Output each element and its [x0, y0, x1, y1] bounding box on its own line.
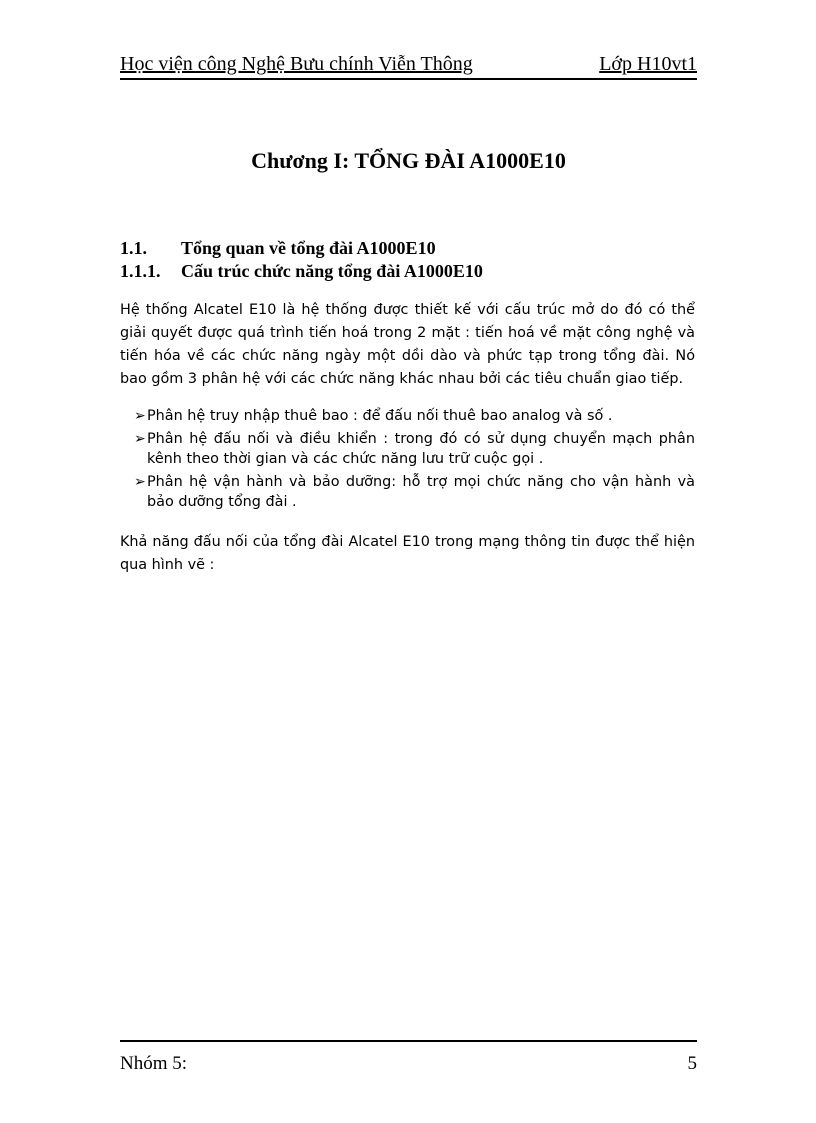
list-item — [134, 429, 695, 470]
arrow-bullet-icon: ➢ — [134, 473, 146, 490]
arrow-bullet-icon: ➢ — [134, 430, 146, 447]
list-item-text: Phân hệ truy nhập thuê bao : để đấu nối thuê bao analog và số . — [147, 408, 613, 424]
list-item-text: Phân hệ vận hành và bảo dưỡng: hỗ trợ mọi chức năng cho vận hành và bảo dưỡng tổng đài . — [147, 473, 695, 510]
list-item-text: Phân hệ đấu nối và điều khiển : trong đó có sử dụng chuyển mạch phân kênh theo thời gian và các chức năng lưu trữ cuộc gọi . — [147, 430, 695, 467]
section-title: Cấu trúc chức năng tổng đài A1000E10 — [181, 261, 483, 281]
list-item — [134, 406, 695, 427]
page-header — [120, 52, 697, 80]
section-number: 1.1.1. — [120, 261, 161, 281]
connection-paragraph: Khả năng đấu nối của tổng đài Alcatel E10 trong mạng thông tin được thể hiện qua hình vẽ : — [120, 534, 695, 573]
section-heading-1-1 — [120, 237, 436, 259]
list-item — [134, 472, 695, 513]
header-class: Lớp H10vt1 — [599, 53, 697, 75]
section-number: 1.1. — [120, 238, 147, 258]
chapter-title: Chương I: TỔNG ĐÀI A1000E10 — [251, 148, 566, 173]
subsystem-list — [134, 406, 695, 515]
page-number: 5 — [687, 1053, 697, 1074]
arrow-bullet-icon: ➢ — [134, 408, 146, 424]
footer-group: Nhóm 5: — [120, 1053, 188, 1074]
intro-paragraph: Hệ thống Alcatel E10 là hệ thống được thiết kế với cấu trúc mở do đó có thể giải quyết được quá trình tiến hoá trong 2 mặt : tiến hoá về mặt công nghệ và tiến hóa về các chức năng ngày một dồi dào và phức tạp trong tổng đài. Nó bao gồm 3 phân hệ với các chức năng khác nhau bởi các tiêu chuẩn giao tiếp. — [120, 302, 695, 387]
section-title: Tổng quan về tổng đài A1000E10 — [181, 238, 436, 258]
header-institution: Học viện công Nghệ Bưu chính Viễn Thông — [120, 53, 473, 75]
page-footer — [120, 1040, 697, 1092]
section-heading-1-1-1 — [120, 260, 483, 282]
